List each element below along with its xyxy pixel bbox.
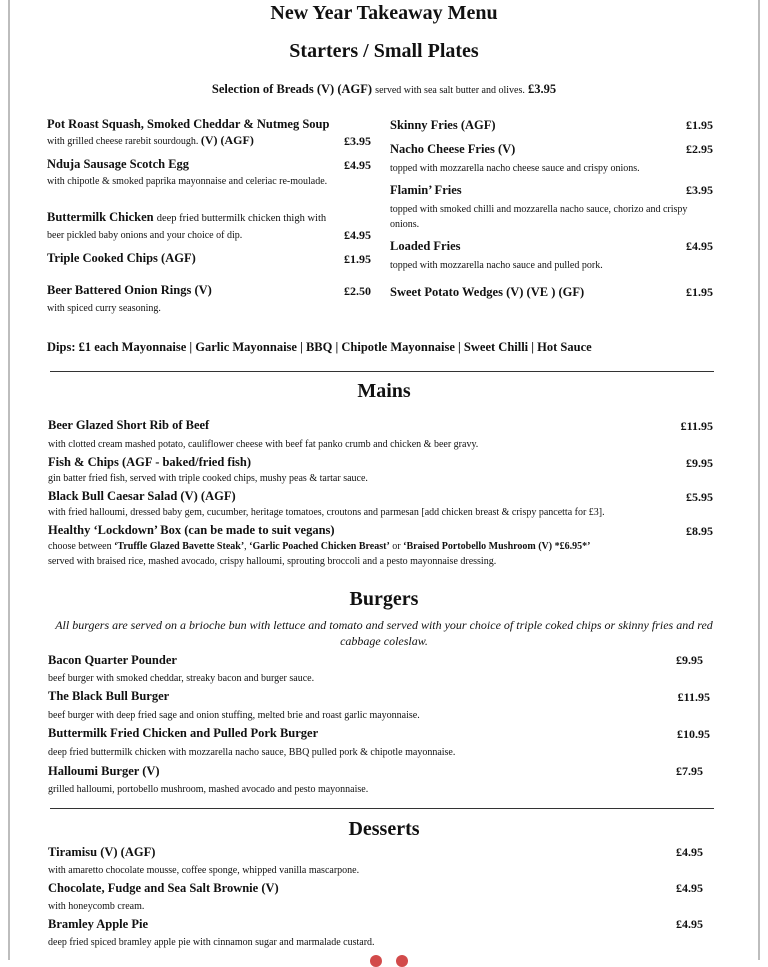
breads-desc: served with sea salt butter and olives. [375,85,525,96]
main-desc: with clotted cream mashed potato, cauliflower cheese with beef fat panko crumb and chicken & beer gravy. [48,439,479,450]
main-price: £11.95 [680,419,713,433]
decorative-dot [396,955,408,967]
starter-desc: with chipotle & smoked paprika mayonnaise and celeriac re-moulade. [47,176,328,187]
dessert-name: Chocolate, Fudge and Sea Salt Brownie (V) [48,881,279,895]
breads-name: Selection of Breads (V) (AGF) [211,82,373,96]
dessert-desc: with honeycomb cream. [48,901,145,912]
side-desc: topped with mozzarella nacho sauce and pulled pork. [390,260,603,271]
burger-desc: grilled halloumi, portobello mushroom, mashed avocado and pesto mayonnaise. [48,784,369,795]
main-price: £8.95 [686,524,713,538]
box-option: ‘Garlic Poached Chicken Breast’ [249,541,390,552]
main-desc: gin batter fried fish, served with triple cooked chips, mushy peas & tartar sauce. [48,473,368,484]
main-name: Healthy ‘Lockdown’ Box (can be made to suit vegans) [48,523,335,537]
burgers-intro: All burgers are served on a brioche bun with lettuce and tomato and served with your choice of triple coked chips or skinny fries and red cabbage coleslaw. [55,618,713,648]
decorative-dot [370,955,382,967]
starter-name: Nduja Sausage Scotch Egg [47,157,190,171]
dips-line: Dips: £1 each Mayonnaise | Garlic Mayonnaise | BBQ | Chipotle Mayonnaise | Sweet Chilli | Hot Sauce [47,340,592,354]
main-price: £5.95 [686,490,713,504]
starters-heading: Starters / Small Plates [289,40,479,62]
dessert-price: £4.95 [676,881,703,895]
side-price: £1.95 [686,285,713,299]
box-option: ‘Truffle Glazed Bavette Steak’ [114,541,245,552]
starter-desc: with grilled cheese rarebit sourdough. (V) (AGF) [47,133,254,147]
starter-price: £2.50 [344,284,371,298]
side-name: Sweet Potato Wedges (V) (VE ) (GF) [390,285,585,299]
side-name: Nacho Cheese Fries (V) [390,142,516,156]
side-name: Flamin’ Fries [390,183,462,197]
side-name: Loaded Fries [390,239,461,253]
burger-desc: beef burger with deep fried sage and onion stuffing, melted brie and roast garlic mayonnaise. [48,710,420,721]
starter-name: Triple Cooked Chips (AGF) [47,251,196,265]
side-price: £3.95 [686,183,713,197]
dessert-price: £4.95 [676,845,703,859]
burger-price: £9.95 [676,653,703,667]
menu-title: New Year Takeaway Menu [270,2,498,24]
burger-name: The Black Bull Burger [48,689,170,703]
desserts-heading: Desserts [348,818,420,840]
side-price: £2.95 [686,142,713,156]
starter-desc: with spiced curry seasoning. [47,303,161,314]
starter-price: £3.95 [344,134,371,148]
burgers-heading: Burgers [349,588,419,610]
main-desc: served with braised rice, mashed avocado, crispy halloumi, sprouting broccoli and a pesto mayonnaise dressing. [48,556,497,567]
main-name: Beer Glazed Short Rib of Beef [48,418,210,432]
main-desc: with fried halloumi, dressed baby gem, cucumber, heritage tomatoes, croutons and parmesan [add chicken breast & crispy pancetta for £3]. [48,507,605,518]
burger-price: £7.95 [676,764,703,778]
starter-name: Buttermilk Chicken deep fried buttermilk chicken thigh with [47,210,327,224]
mains-heading: Mains [357,380,411,402]
side-desc: topped with smoked chilli and mozzarella nacho sauce, chorizo and crispy onions. [390,204,688,230]
side-name: Skinny Fries (AGF) [390,118,496,132]
burger-name: Bacon Quarter Pounder [48,653,177,667]
side-price: £1.95 [686,118,713,132]
dessert-price: £4.95 [676,917,703,931]
breads-item [0,82,768,97]
burger-desc: beef burger with smoked cheddar, streaky bacon and burger sauce. [48,673,315,684]
box-option: ‘Braised Portobello Mushroom (V) *£6.95*’ [403,541,591,552]
starter-price: £1.95 [344,252,371,266]
main-price: £9.95 [686,456,713,470]
burger-price: £10.95 [677,727,710,741]
breads-price: £3.95 [527,82,557,96]
starter-desc: beer pickled baby onions and your choice of dip. [47,230,243,241]
dessert-name: Tiramisu (V) (AGF) [48,845,156,859]
divider [50,808,714,809]
main-name: Fish & Chips (AGF - baked/fried fish) [48,455,252,469]
dessert-name: Bramley Apple Pie [48,917,148,931]
burger-name: Halloumi Burger (V) [48,764,160,778]
starter-name: Pot Roast Squash, Smoked Cheddar & Nutmeg Soup [47,117,330,131]
main-name: Black Bull Caesar Salad (V) (AGF) [48,489,236,503]
starter-price: £4.95 [344,158,371,172]
starter-price: £4.95 [344,228,371,242]
side-desc: topped with mozzarella nacho cheese sauce and crispy onions. [390,163,640,174]
dessert-desc: with amaretto chocolate mousse, coffee sponge, whipped vanilla mascarpone. [48,865,360,876]
burger-desc: deep fried buttermilk chicken with mozzarella nacho sauce, BBQ pulled pork & chipotle mayonnaise. [48,747,456,758]
burger-price: £11.95 [677,690,710,704]
burger-name: Buttermilk Fried Chicken and Pulled Pork Burger [48,726,319,740]
main-desc: choose between ‘Truffle Glazed Bavette Steak’, ‘Garlic Poached Chicken Breast’ or ‘Braised Portobello Mushroom (V) *£6.95*’ [48,541,591,552]
starter-tag: (V) (AGF) [200,133,254,147]
starter-name: Beer Battered Onion Rings (V) [47,283,212,297]
divider [50,371,714,372]
side-price: £4.95 [686,239,713,253]
dessert-desc: deep fried spiced bramley apple pie with cinnamon sugar and marmalade custard. [48,937,375,948]
